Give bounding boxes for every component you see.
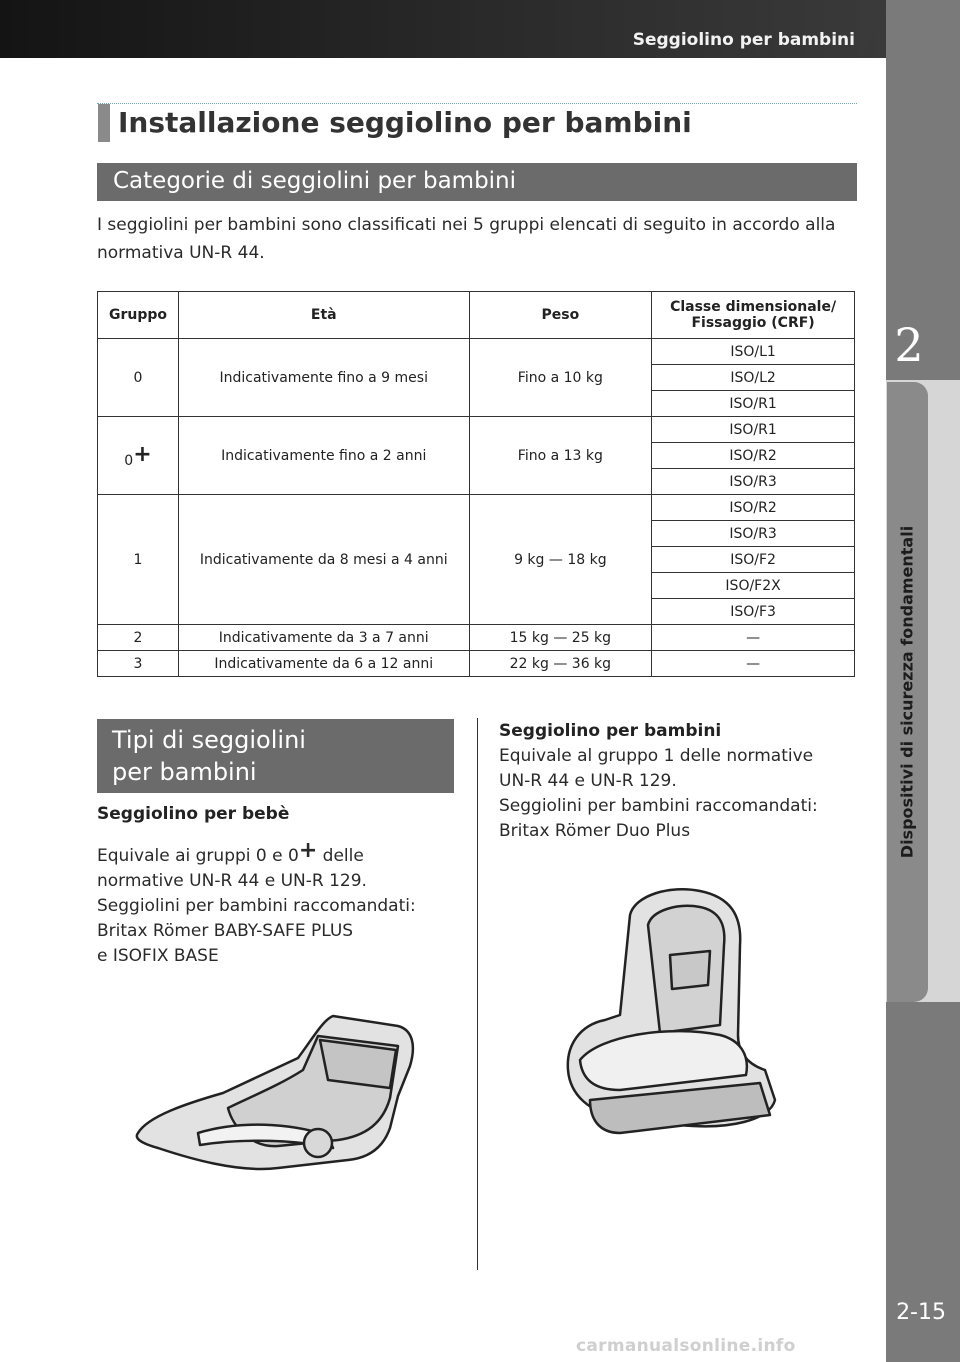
cell-group: 3	[98, 651, 179, 677]
baby-text-line: Seggiolini per bambini raccomandati:	[97, 896, 416, 916]
baby-text-part: delle	[317, 846, 364, 866]
table-header-row	[98, 292, 855, 339]
cell-group: 1	[98, 495, 179, 625]
baby-carrier-illustration	[128, 1008, 428, 1188]
groups-table	[97, 291, 855, 677]
cell-class: —	[652, 651, 855, 677]
section-title: Categorie di seggiolini per bambini	[113, 168, 517, 194]
cell-age: Indicativamente da 8 mesi a 4 anni	[178, 495, 469, 625]
plus-mark: +	[133, 442, 152, 467]
table-row	[98, 339, 855, 365]
table-row	[98, 495, 855, 521]
baby-text-line	[97, 838, 457, 869]
cell-weight: Fino a 10 kg	[469, 339, 652, 417]
baby-text-line: e ISOFIX BASE	[97, 946, 219, 966]
baby-seat-heading: Seggiolino per bebè	[97, 804, 290, 824]
watermark: carmanualsonline.info	[576, 1336, 796, 1356]
child-seat-heading: Seggiolino per bambini	[499, 721, 722, 741]
header-title: Seggiolino per bambini	[632, 30, 855, 50]
header-class-line2: Fissaggio (CRF)	[691, 315, 815, 331]
cell-class: ISO/R2	[652, 495, 855, 521]
chapter-title: Dispositivi di sicurezza fondamentali	[897, 525, 917, 859]
cell-class: ISO/R1	[652, 417, 855, 443]
cell-age: Indicativamente fino a 9 mesi	[178, 339, 469, 417]
cell-weight: 15 kg — 25 kg	[469, 625, 652, 651]
cell-age: Indicativamente da 6 a 12 anni	[178, 651, 469, 677]
intro-paragraph: I seggiolini per bambini sono classificati nei 5 gruppi elencati di seguito in accordo alla normativa UN-R 44.	[97, 215, 836, 263]
cell-class: ISO/F2	[652, 547, 855, 573]
cell-class: ISO/R1	[652, 391, 855, 417]
child-text-line: Seggiolini per bambini raccomandati:	[499, 796, 818, 816]
chapter-number: 2	[894, 318, 924, 372]
header-group: Gruppo	[98, 292, 179, 339]
subsection-title-line1: Tipi di seggiolini	[112, 726, 306, 754]
child-text-line: Equivale al gruppo 1 delle normative	[499, 746, 814, 766]
table-row	[98, 417, 855, 443]
table-row	[98, 651, 855, 677]
cell-weight: 9 kg — 18 kg	[469, 495, 652, 625]
cell-weight: Fino a 13 kg	[469, 417, 652, 495]
cell-class: ISO/F2X	[652, 573, 855, 599]
cell-group: 0	[98, 339, 179, 417]
header-weight: Peso	[469, 292, 652, 339]
subsection-title-line2: per bambini	[112, 758, 257, 786]
page-number: 2-15	[896, 1300, 946, 1325]
table-row	[98, 625, 855, 651]
group-label: 0	[124, 453, 134, 469]
child-text-line: UN-R 44 e UN-R 129.	[499, 771, 677, 791]
cell-weight: 22 kg — 36 kg	[469, 651, 652, 677]
cell-age: Indicativamente fino a 2 anni	[178, 417, 469, 495]
baby-text-line: normative UN-R 44 e UN-R 129.	[97, 871, 367, 891]
cell-class: ISO/R3	[652, 469, 855, 495]
baby-text-part: Equivale ai gruppi 0 e 0	[97, 846, 299, 866]
cell-class: ISO/L1	[652, 339, 855, 365]
child-seat-text	[499, 744, 859, 844]
child-text-line: Britax Römer Duo Plus	[499, 821, 691, 841]
header-class-line1: Classe dimensionale/	[670, 299, 837, 315]
baby-seat-text	[97, 838, 457, 969]
cell-class: ISO/R2	[652, 443, 855, 469]
baby-text-line: Britax Römer BABY-SAFE PLUS	[97, 921, 354, 941]
child-seat-illustration	[560, 885, 780, 1155]
header-age: Età	[178, 292, 469, 339]
cell-class: ISO/F3	[652, 599, 855, 625]
title-rule	[97, 103, 857, 104]
subsection-title	[112, 724, 442, 788]
cell-group	[98, 417, 179, 495]
title-marker	[98, 104, 110, 142]
cell-class: ISO/L2	[652, 365, 855, 391]
header-class	[652, 292, 855, 339]
cell-class: ISO/R3	[652, 521, 855, 547]
cell-age: Indicativamente da 3 a 7 anni	[178, 625, 469, 651]
page-title: Installazione seggiolino per bambini	[118, 106, 692, 139]
column-divider	[477, 718, 478, 1270]
cell-class: —	[652, 625, 855, 651]
plus-mark: +	[298, 838, 318, 863]
cell-group: 2	[98, 625, 179, 651]
